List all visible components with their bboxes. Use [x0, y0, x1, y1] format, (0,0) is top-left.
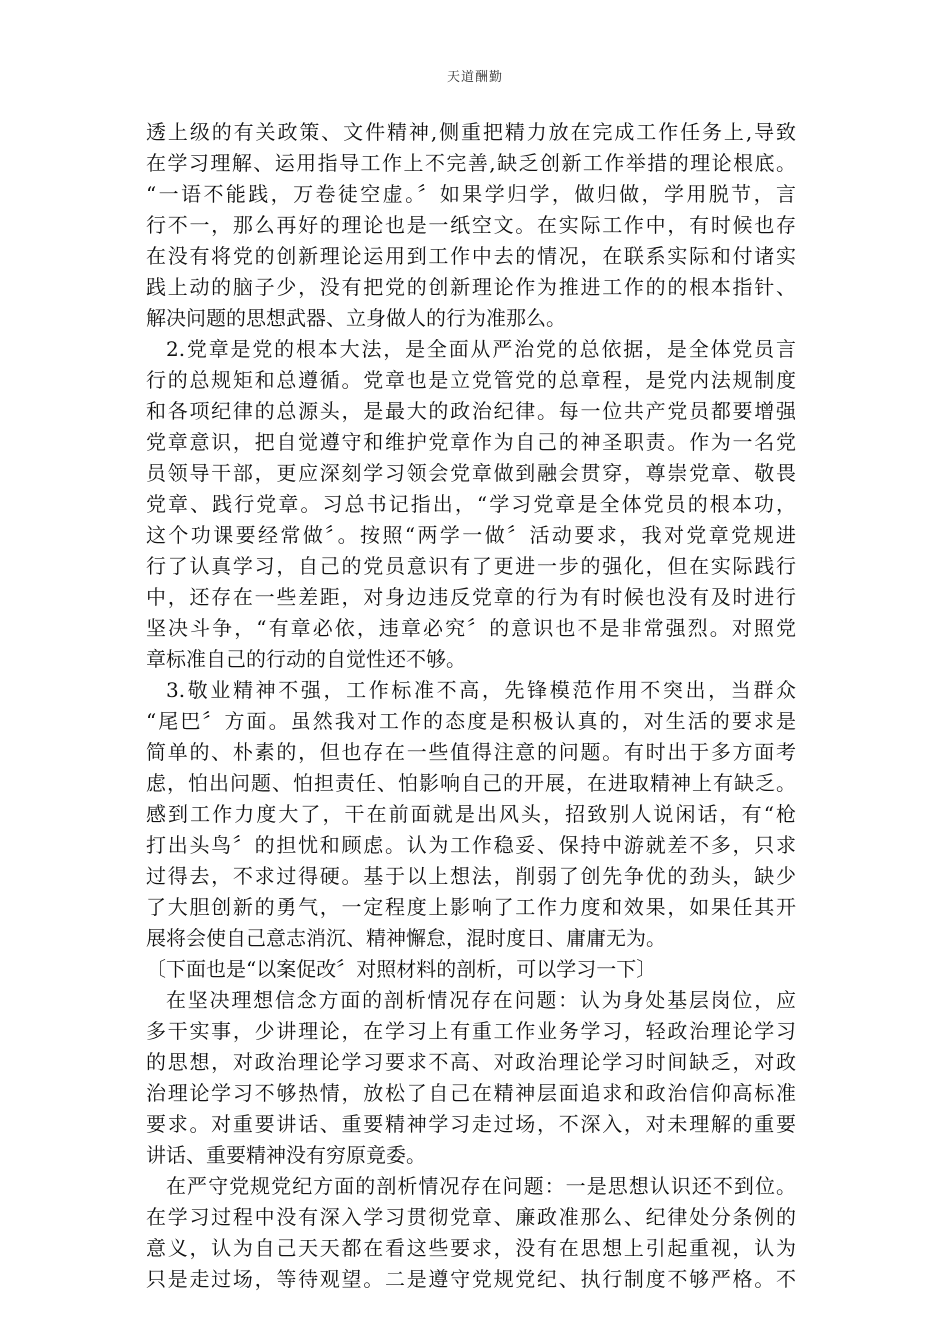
text-line: “尾巴〞方面。虽然我对工作的态度是积极认真的，对生活的要求是: [146, 709, 796, 733]
text-line: 意义，认为自己天天都在看这些要求，没有在思想上引起重视，认为: [146, 1236, 796, 1260]
text-line: 在没有将党的创新理论运用到工作中去的情况，在联系实际和付诸实: [146, 244, 796, 268]
text-line: 讲话、重要精神没有穷原竟委。: [146, 1143, 426, 1167]
text-line: 透上级的有关政策、文件精神,侧重把精力放在完成工作任务上,导致: [146, 120, 796, 144]
text-line: 践上动的脑子少，没有把党的创新理论作为推进工作的的根本指针、: [146, 275, 796, 299]
text-line: 员领导干部，更应深刻学习领会党章做到融会贯穿，尊崇党章、敬畏: [146, 461, 796, 485]
text-line: 感到工作力度大了，干在前面就是出风头，招致别人说闲话，有“枪: [146, 802, 796, 826]
text-line: 在严守党规党纪方面的剖析情况存在问题：一是思想认识还不到位。: [166, 1174, 796, 1198]
text-line: 章标准自己的行动的自觉性还不够。: [146, 647, 466, 671]
text-line: 党章、践行党章。习总书记指出，“学习党章是全体党员的根本功，: [146, 492, 796, 516]
text-line: 过得去，不求过得硬。基于以上想法，削弱了创先争优的劲头，缺少: [146, 864, 796, 888]
text-line: 展将会使自己意志消沉、精神懈怠，混时度日、庸庸无为。: [146, 926, 666, 950]
text-line: 3.敬业精神不强，工作标准不高，先锋模范作用不突出，当群众: [166, 678, 796, 702]
text-line: 了大胆创新的勇气，一定程度上影响了工作力度和效果，如果任其开: [146, 895, 796, 919]
text-line: 行了认真学习，自己的党员意识有了更进一步的强化，但在实际践行: [146, 554, 796, 578]
text-line: “一语不能践，万卷徒空虚。〞如果学归学，做归做，学用脱节，言: [146, 182, 796, 206]
text-line: 在学习理解、运用指导工作上不完善,缺乏创新工作举措的理论根底。: [146, 151, 796, 175]
text-line: 的思想，对政治理论学习要求不高、对政治理论学习时间缺乏，对政: [146, 1050, 796, 1074]
text-line: 和各项纪律的总源头，是最大的政治纪律。每一位共产党员都要增强: [146, 399, 796, 423]
text-line: 在坚决理想信念方面的剖析情况存在问题：认为身处基层岗位，应: [166, 988, 796, 1012]
text-line: 虑，怕出问题、怕担责任、怕影响自己的开展，在进取精神上有缺乏。: [146, 771, 796, 795]
text-line: 行的总规矩和总遵循。党章也是立党管党的总章程，是党内法规制度: [146, 368, 796, 392]
text-line: 要求。对重要讲话、重要精神学习走过场，不深入，对未理解的重要: [146, 1112, 796, 1136]
text-line: 坚决斗争，“有章必依，违章必究〞的意识也不是非常强烈。对照党: [146, 616, 796, 640]
text-line: 行不一，那么再好的理论也是一纸空文。在实际工作中，有时候也存: [146, 213, 796, 237]
text-line: 只是走过场，等待观望。二是遵守党规党纪、执行制度不够严格。不: [146, 1267, 796, 1291]
text-line: 党章意识，把自觉遵守和维护党章作为自己的神圣职责。作为一名党: [146, 430, 796, 454]
text-line: 中，还存在一些差距，对身边违反党章的行为有时候也没有及时进行: [146, 585, 796, 609]
text-line: 2.党章是党的根本大法，是全面从严治党的总依据，是全体党员言: [166, 337, 796, 361]
document-body: [146, 117, 796, 1295]
text-line: 〔下面也是“以案促改〞对照材料的剖析，可以学习一下〕: [146, 957, 657, 981]
text-line: 解决问题的思想武器、立身做人的行为准那么。: [146, 306, 566, 330]
text-line: 简单的、朴素的，但也存在一些值得注意的问题。有时出于多方面考: [146, 740, 796, 764]
text-line: 治理论学习不够热情，放松了自己在精神层面追求和政治信仰高标准: [146, 1081, 796, 1105]
text-line: 这个功课要经常做〞。按照“两学一做〞活动要求，我对党章党规进: [146, 523, 796, 547]
text-line: 多干实事，少讲理论，在学习上有重工作业务学习，轻政治理论学习: [146, 1019, 796, 1043]
text-line: 在学习过程中没有深入学习贯彻党章、廉政准那么、纪律处分条例的: [146, 1205, 796, 1229]
page-header: 天道酬勤: [446, 70, 503, 85]
text-line: 打出头鸟〞的担忧和顾虑。认为工作稳妥、保持中游就差不多，只求: [146, 833, 796, 857]
